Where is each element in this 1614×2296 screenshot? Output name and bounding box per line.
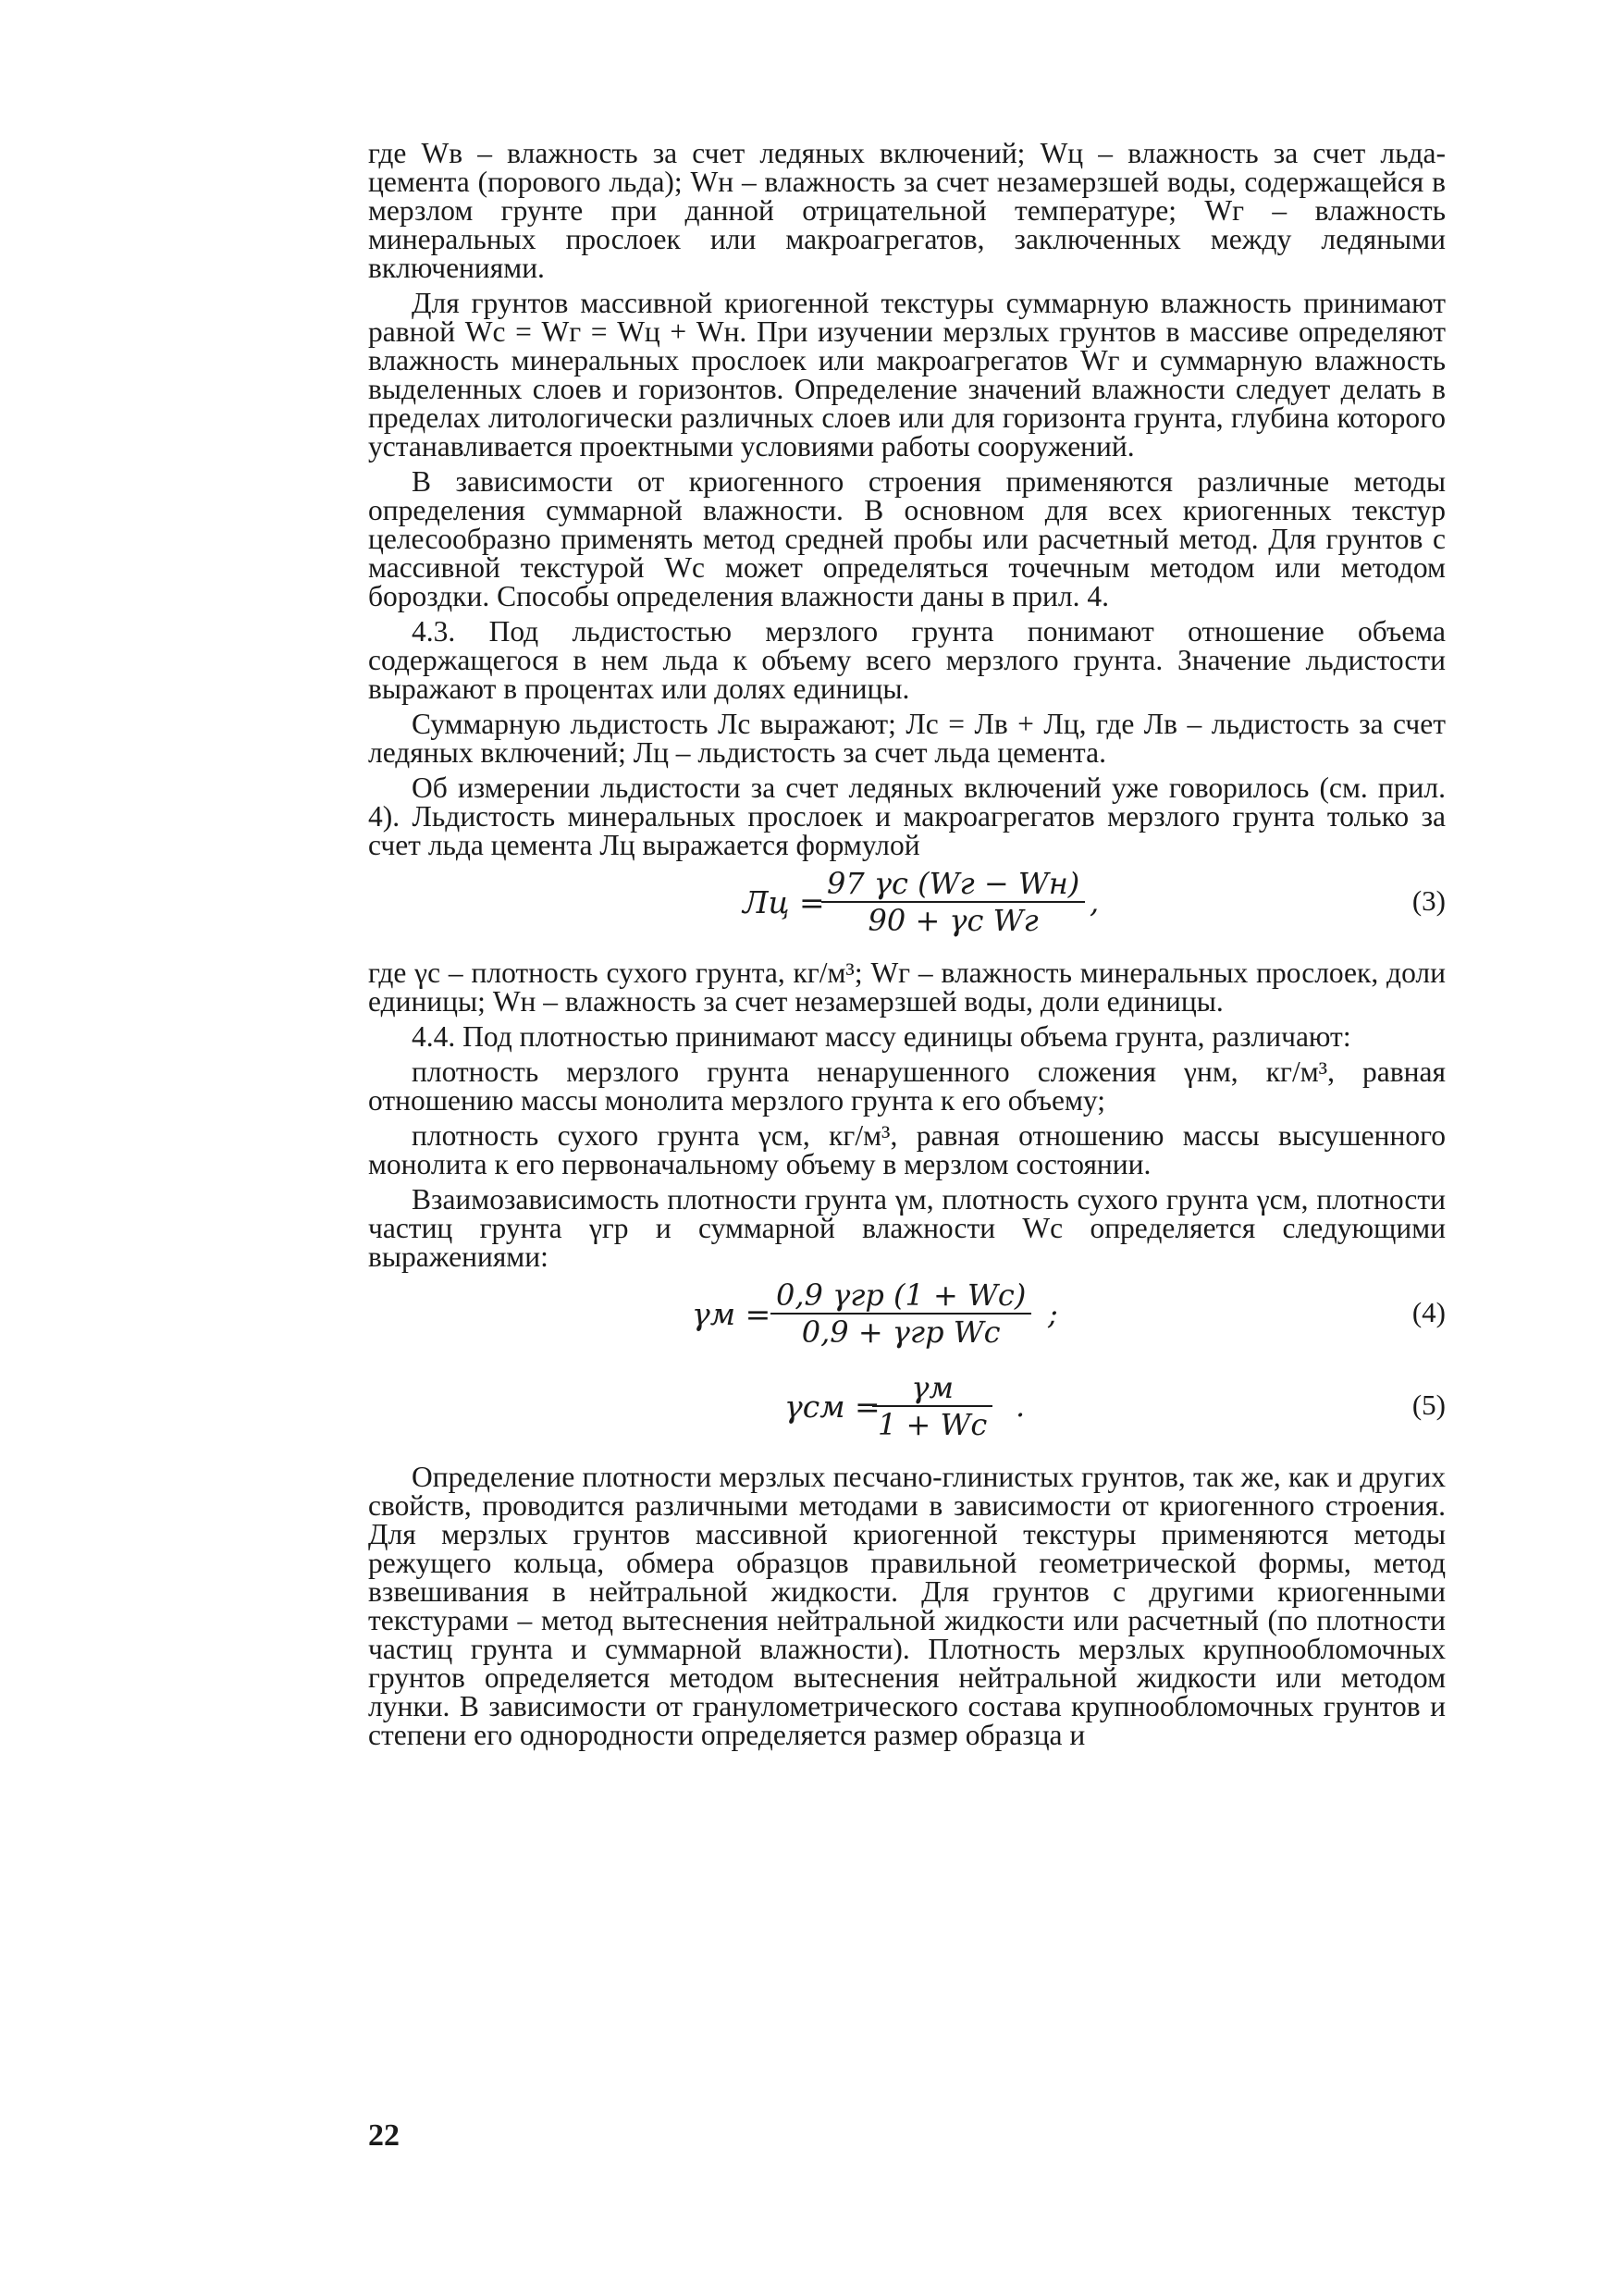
page-number: 22: [368, 2118, 400, 2153]
paragraph-interdependence: Взаимозависимость плотности грунта γм, плотность сухого грунта γсм, плотности частиц грунта γгр и суммарной влажности Wс определяется следующими выражениями:: [368, 1183, 1446, 1273]
paragraph-frozen-density: плотность мерзлого грунта ненарушенного сложения γнм, кг/м³, равная отношению массы монолита мерзлого грунта к его объему;: [368, 1055, 1446, 1117]
formula-3-lhs: Лц =: [743, 884, 825, 920]
formula-3-punct: ,: [1090, 884, 1100, 920]
paragraph-formula-3-legend: где γс – плотность сухого грунта, кг/м³; Wг – влажность минеральных прослоек, доли единицы; Wн – влажность за счет незамерзшей воды, доли единицы.: [368, 957, 1446, 1018]
paragraph-massive-texture: Для грунтов массивной криогенной текстуры суммарную влажность принимают равной Wс = Wг = Wц + Wн. При изучении мерзлых грунтов в массиве определяют влажность минеральных прослоек или макроагрегатов Wг и суммарную влажность выделенных слоев и горизонтов. Определение значений влажности следует делать в пределах литологически различных слоев или для горизонта грунта, глубина которого устанавливается проектными условиями работы сооружений.: [368, 287, 1446, 463]
formula-5-number: (5): [1411, 1389, 1446, 1421]
formula-4-numerator: 0,9 γгр (1 + Wс): [776, 1278, 1027, 1313]
formula-4-lhs: γм =: [692, 1296, 771, 1332]
document-page: [368, 139, 1446, 1756]
formula-4: [368, 1278, 1446, 1361]
paragraph-density-methods: Определение плотности мерзлых песчано-глинистых грунтов, так же, как и других свойств, проводится различными методами в зависимости от криогенного строения. Для мерзлых грунтов массивной криогенной текстуры применяются методы режущего кольца, обмера образцов правильной геометрической формы, метод взвешивания в нейтральной жидкости. Для грунтов с другими криогенными текстурами – метод вытеснения нейтральной жидкости или расчетный (по плотности частиц грунта и суммарной влажности). Плотность мерзлых крупнообломочных грунтов определяется методом вытеснения нейтральной жидкости или методом лунки. В зависимости от гранулометрического состава крупнообломочных грунтов и степени его однородности определяется размер образца и: [368, 1461, 1446, 1751]
paragraph-dry-density: плотность сухого грунта γсм, кг/м³, равная отношению массы высушенного монолита к его первоначальному объему в мерзлом состоянии.: [368, 1119, 1446, 1180]
formula-3-denominator: 90 + γс Wг: [821, 901, 1085, 938]
formula-4-punct: ;: [1048, 1296, 1058, 1331]
formula-5-numerator: γм: [911, 1370, 954, 1405]
formula-3: [368, 866, 1446, 949]
formula-4-denominator: 0,9 + γгр Wс: [770, 1313, 1031, 1350]
formula-3-number: (3): [1411, 884, 1446, 917]
paragraph-methods: В зависимости от криогенного строения применяются различные методы определения суммарной влажности. В основном для всех криогенных текстур целесообразно применять метод средней пробы или расчетный метод. Для грунтов с массивной текстурой Wс может определяться точечным методом или методом бороздки. Способы определения влажности даны в прил. 4.: [368, 465, 1446, 612]
formula-4-number: (4): [1411, 1296, 1446, 1328]
paragraph-total-iciness: Суммарную льдистость Лс выражают; Лс = Лв + Лц, где Лв – льдистость за счет ледяных включений; Лц – льдистость за счет льда цемента.: [368, 708, 1446, 769]
paragraph-section-4-3: 4.3. Под льдистостью мерзлого грунта понимают отношение объема содержащегося в нем льда к объему всего мерзлого грунта. Значение льдистости выражают в процентах или долях единицы.: [368, 615, 1446, 705]
formula-5-lhs: γсм =: [784, 1389, 881, 1425]
formula-5-denominator: 1 + Wс: [872, 1405, 992, 1442]
formula-5-punct: .: [1016, 1389, 1026, 1424]
paragraph-section-4-4: 4.4. Под плотностью принимают массу единицы объема грунта, различают:: [412, 1020, 1351, 1053]
paragraph-iciness-measurement: Об измерении льдистости за счет ледяных включений уже говорилось (см. прил. 4). Льдистость минеральных прослоек и макроагрегатов мерзлого грунта только за счет льда цемента Лц выражается формулой: [368, 772, 1446, 861]
formula-3-fraction: [821, 866, 1085, 938]
formula-4-fraction: [770, 1278, 1031, 1350]
formula-3-numerator: 97 γс (Wг − Wн): [827, 866, 1080, 901]
paragraph-moisture-definitions: где Wв – влажность за счет ледяных включений; Wц – влажность за счет льда-цемента (порового льда); Wн – влажность за счет незамерзшей воды, содержащейся в мерзлом грунте при данной отрицательной температуре; Wг – влажность минеральных прослоек или макроагрегатов, заключенных между ледяными включениями.: [368, 137, 1446, 284]
formula-5-fraction: [872, 1370, 992, 1442]
formula-5: [368, 1370, 1446, 1453]
